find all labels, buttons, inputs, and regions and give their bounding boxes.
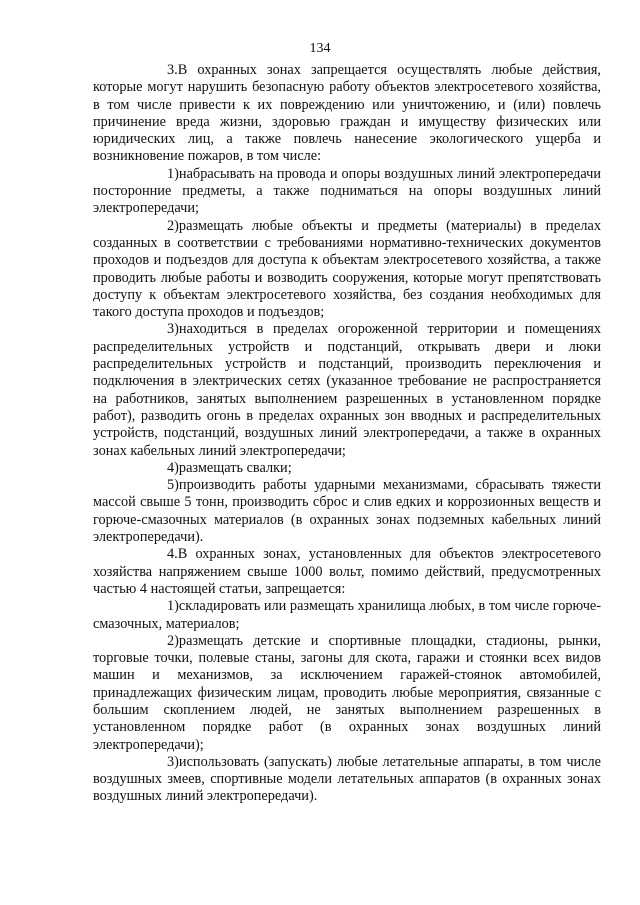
paragraph-text: В охранных зонах запрещается осуществлять любые действия, которые могут нарушить безопасную работу объектов электросетевого хозяйства, в том числе привести к их повреждению или уничтожению, и (или) повлечь причинение вреда жизни, здоровью граждан и имуществу физических или юридических лиц, а также повлечь нанесение экологического ущерба и возникновение пожаров, в том числе:	[93, 62, 601, 165]
paragraph-text: размещать детские и спортивные площадки, стадионы, рынки, торговые точки, полевые станы, загоны для скота, гаражи и стоянки всех видов машин и механизмов, за исключением гаражей-стоянок автомобилей, принадлежащих физическим лицам, проводить любые мероприятия, связанные с большим скоплением людей, не занятых выполнением разрешенных в установленном порядке работ (в охранных зонах воздушных линий электропередачи);	[93, 632, 601, 753]
paragraph-number: 3.	[167, 62, 178, 78]
paragraph-number: 2)	[167, 632, 179, 649]
document-body	[93, 62, 601, 806]
paragraph-item	[93, 633, 601, 754]
paragraph-text: использовать (запускать) любые летательные аппараты, в том числе воздушных змеев, спортивные модели летательных аппаратов (в охранных зонах воздушных линий электропередачи).	[93, 753, 601, 805]
paragraph-number: 4)	[167, 459, 179, 476]
paragraph-number: 3)	[167, 753, 179, 770]
paragraph-item	[93, 321, 601, 459]
paragraph-item	[93, 62, 601, 166]
paragraph-item	[93, 477, 601, 546]
paragraph-text: производить работы ударными механизмами, сбрасывать тяжести массой свыше 5 тонн, производить сброс и слив едких и коррозионных веществ и горюче-смазочных материалов (в охранных зонах подземных кабельных линий электропередачи).	[93, 477, 601, 546]
page-number: 134	[309, 41, 331, 56]
paragraph-text: складировать или размещать хранилища любых, в том числе горюче-смазочных, материалов;	[93, 598, 601, 632]
paragraph-text: находиться в пределах огороженной территории и помещениях распределительных устройств и подстанций, открывать двери и люки распределительных устройств и подстанций, производить переключения и подключения в электрических сетях (указанное требование не распространяется на работников, занятых выполнением разрешенных в установленном порядке работ), разводить огонь в пределах охранных зон вводных и распределительных устройств, подстанций, воздушных линий электропередачи, а также в охранных зонах кабельных линий электропередачи;	[93, 321, 601, 459]
paragraph-number: 3)	[167, 321, 179, 338]
paragraph-text: размещать любые объекты и предметы (материалы) в пределах созданных в соответствии с требованиями нормативно-технических документов проходов и подъездов для доступа к объектам электросетевого хозяйства, а также проводить любые работы и возводить сооружения, которые могут препятствовать доступу к объектам электросетевого хозяйства, без создания необходимых для такого доступа проходов и подъездов;	[93, 217, 601, 321]
paragraph-number: 4.	[167, 546, 178, 563]
paragraph-item	[93, 460, 601, 477]
paragraph-text: В охранных зонах, установленных для объектов электросетевого хозяйства напряжением свыше 1000 вольт, помимо действий, предусмотренных частью 4 настоящей статьи, запрещается:	[93, 546, 601, 597]
paragraph-number: 1)	[167, 165, 179, 182]
paragraph-item	[93, 166, 601, 218]
paragraph-item	[93, 546, 601, 598]
paragraph-text: размещать свалки;	[178, 459, 292, 476]
paragraph-text: набрасывать на провода и опоры воздушных линий электропередачи посторонние предметы, а также подниматься на опоры воздушных линий электропередачи;	[93, 165, 601, 217]
paragraph-item	[93, 218, 601, 322]
paragraph-number: 2)	[167, 217, 179, 234]
paragraph-number: 5)	[167, 477, 179, 494]
paragraph-item	[93, 754, 601, 806]
paragraph-number: 1)	[167, 598, 179, 615]
paragraph-item	[93, 598, 601, 633]
